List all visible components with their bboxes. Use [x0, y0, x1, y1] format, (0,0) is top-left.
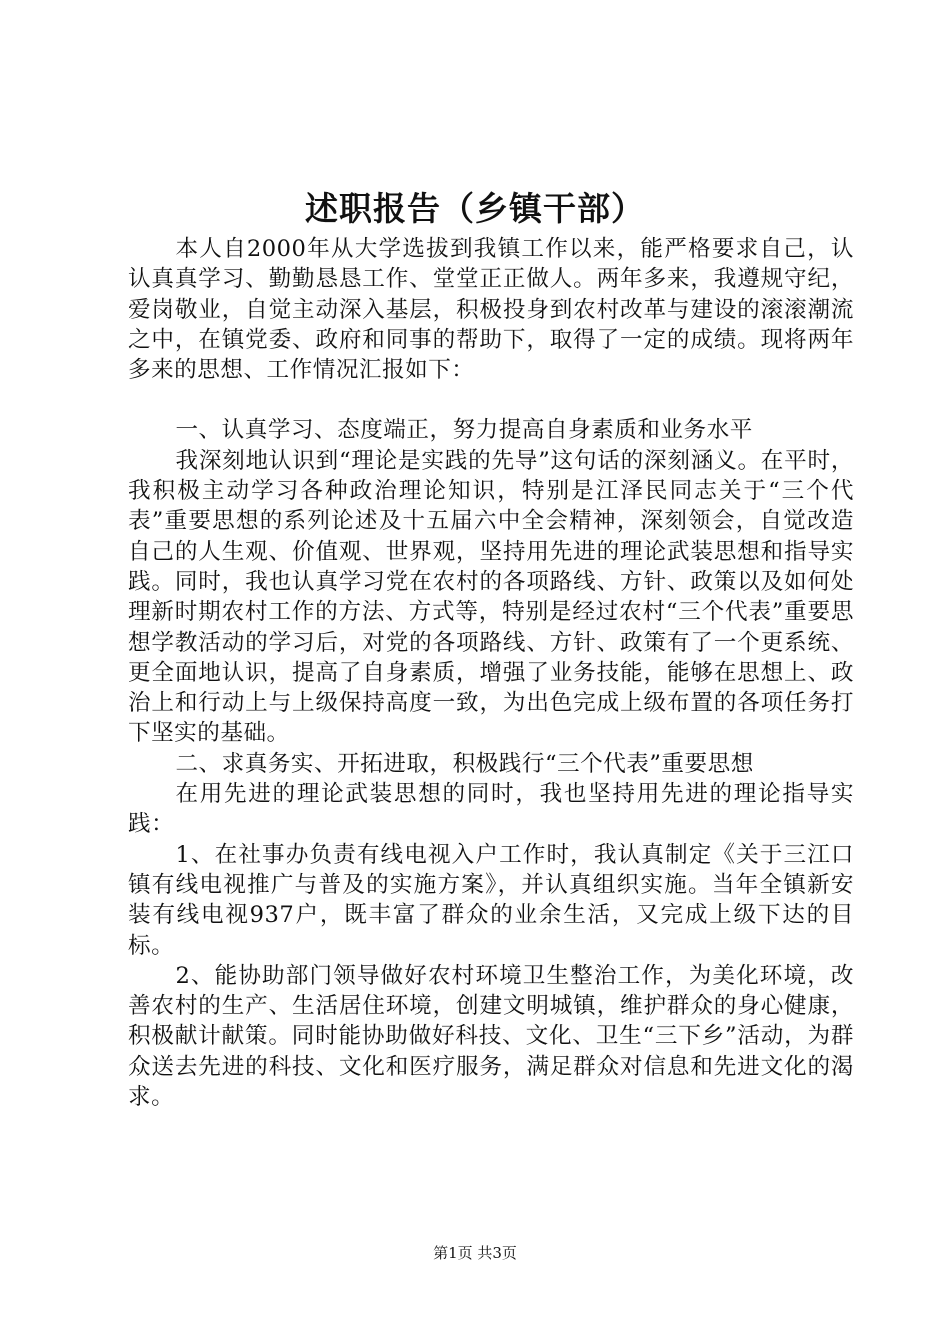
- section-1-paragraph: 我深刻地认识到“理论是实践的先导”这句话的深刻涵义。在平时，我积极主动学习各种政治理论知识，特别是江泽民同志关于“三个代表”重要思想的系列论述及十五届六中全会精神，深刻领会，自觉改造自己的人生观、价值观、世界观，坚持用先进的理论武装思想和指导实践。同时，我也认真学习党在农村的各项路线、方针、政策以及如何处理新时期农村工作的方法、方式等，特别是经过农村“三个代表”重要思想学教活动的学习后，对党的各项路线、方针、政策有了一个更系统、更全面地认识，提高了自身素质，增强了业务技能，能够在思想上、政治上和行动上与上级保持高度一致，为出色完成上级布置的各项任务打下坚实的基础。: [128, 447, 854, 747]
- paragraph-spacer: [128, 385, 854, 415]
- intro-paragraph: 本人自2000年从大学选拔到我镇工作以来，能严格要求自己，认认真真学习、勤勤恳恳工作、堂堂正正做人。两年多来，我遵规守纪，爱岗敬业，自觉主动深入基层，积极投身到农村改革与建设的滚滚潮流之中，在镇党委、政府和同事的帮助下，取得了一定的成绩。现将两年多来的思想、工作情况汇报如下：: [128, 236, 854, 384]
- document-title: 述职报告（乡镇干部）: [305, 189, 645, 228]
- item-2-paragraph: 2、能协助部门领导做好农村环境卫生整治工作，为美化环境，改善农村的生产、生活居住环境，创建文明城镇，维护群众的身心健康，积极献计献策。同时能协助做好科技、文化、卫生“三下乡”活动，为群众送去先进的科技、文化和医疗服务，满足群众对信息和先进文化的渴求。: [128, 962, 854, 1111]
- item-1-paragraph: 1、在社事办负责有线电视入户工作时，我认真制定《关于三江口镇有线电视推广与普及的实施方案》，并认真组织实施。当年全镇新安装有线电视937户，既丰富了群众的业余生活，又完成上级下达的目标。: [128, 841, 854, 959]
- document-body: [128, 234, 854, 1112]
- section-2-intro-paragraph: 在用先进的理论武装思想的同时，我也坚持用先进的理论指导实践：: [128, 781, 854, 838]
- section-heading-2: 二、求真务实、开拓进取，积极践行“三个代表”重要思想: [175, 750, 754, 777]
- section-heading-1: 一、认真学习、态度端正，努力提高自身素质和业务水平: [175, 417, 753, 444]
- page-number-footer: 第1页 共3页: [433, 1244, 517, 1262]
